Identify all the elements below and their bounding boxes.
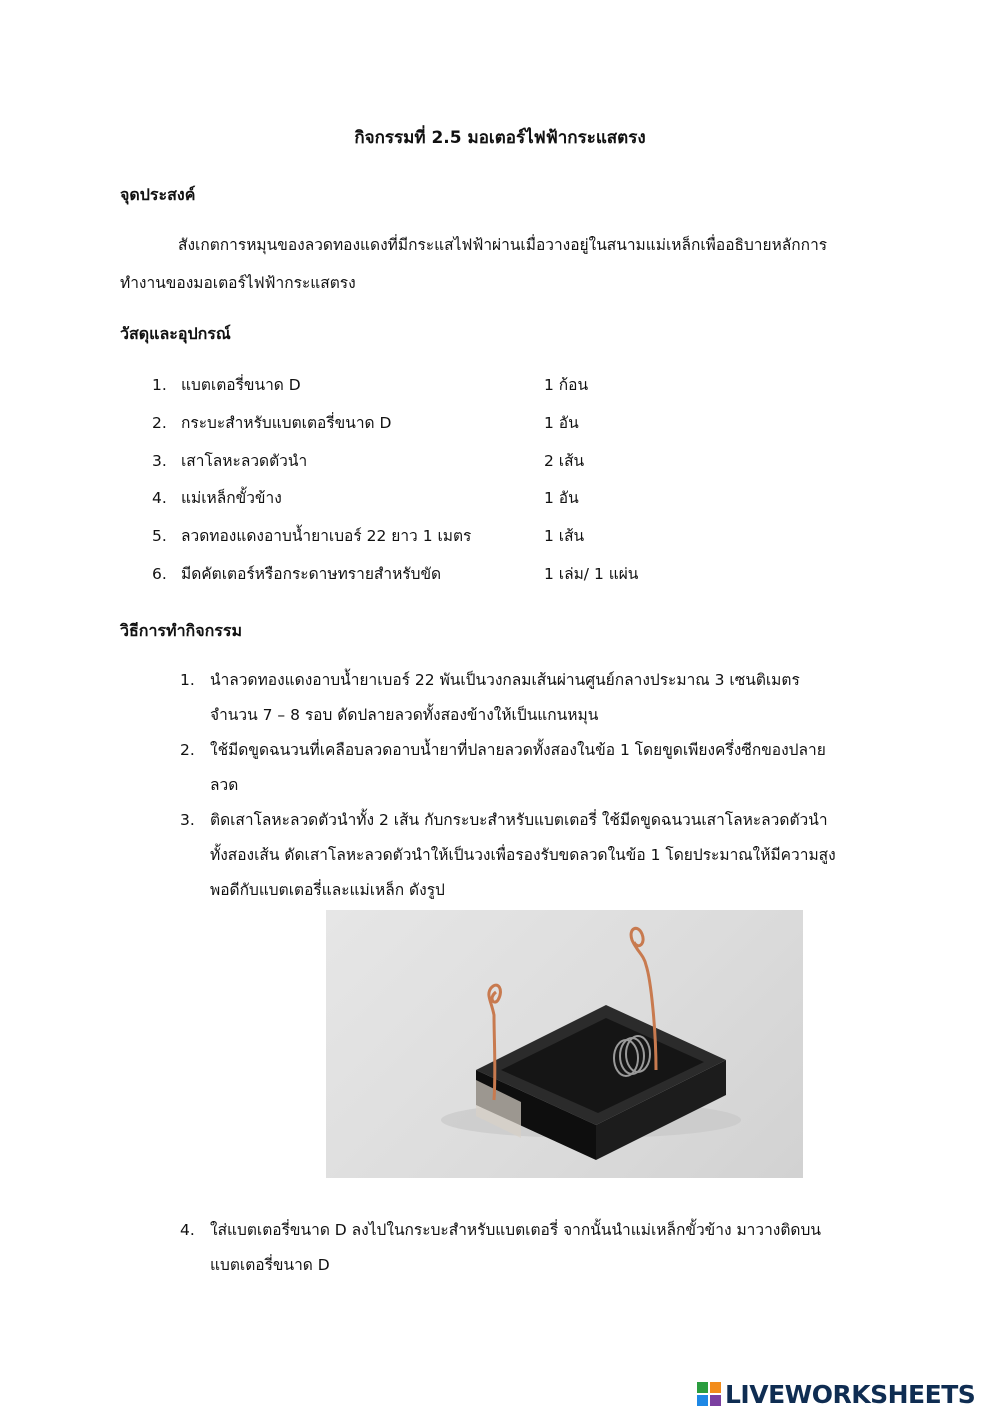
- material-number: 4.: [152, 489, 167, 507]
- objective-line-2: ทำงานของมอเตอร์ไฟฟ้ากระแสตรง: [120, 274, 356, 292]
- material-item: [152, 483, 792, 513]
- step-number: 2.: [180, 741, 195, 759]
- material-quantity: 1 อัน: [544, 489, 579, 507]
- material-number: 2.: [152, 414, 167, 432]
- material-item: [152, 521, 792, 551]
- material-quantity: 1 เส้น: [544, 527, 585, 545]
- material-name: แบตเตอรี่ขนาด D: [181, 376, 301, 394]
- materials-heading: วัสดุและอุปกรณ์: [120, 324, 231, 343]
- material-quantity: 1 ก้อน: [544, 376, 589, 394]
- procedure-heading: วิธีการทำกิจกรรม: [120, 621, 243, 640]
- material-name: แม่เหล็กขั้วข้าง: [181, 489, 282, 507]
- step-line: ใส่แบตเตอรี่ขนาด D ลงไปในกระบะสำหรับแบตเตอรี่ จากนั้นนำแม่เหล็กขั้วข้าง มาวางติดบน: [210, 1221, 821, 1239]
- step-line: พอดีกับแบตเตอรี่และแม่เหล็ก ดังรูป: [210, 881, 445, 899]
- step-line: ลวด: [210, 776, 239, 794]
- step-line: นำลวดทองแดงอาบน้ำยาเบอร์ 22 พันเป็นวงกลมเส้นผ่านศูนย์กลางประมาณ 3 เซนติเมตร: [210, 671, 800, 689]
- material-quantity: 2 เส้น: [544, 452, 585, 470]
- activity-title: กิจกรรมที่ 2.5 มอเตอร์ไฟฟ้ากระแสตรง: [354, 128, 646, 148]
- objective-text: [120, 226, 880, 302]
- battery-holder-illustration: [326, 910, 803, 1178]
- material-quantity: 1 เล่ม/ 1 แผ่น: [544, 565, 639, 583]
- step-number: 1.: [180, 671, 195, 689]
- logo-mark-icon: [697, 1382, 721, 1406]
- step-number: 3.: [180, 811, 195, 829]
- step-line: แบตเตอรี่ขนาด D: [210, 1256, 330, 1274]
- material-name: เสาโลหะลวดตัวนำ: [181, 452, 308, 470]
- material-name: มีดคัตเตอร์หรือกระดาษทรายสำหรับขัด: [181, 565, 442, 583]
- material-number: 1.: [152, 376, 167, 394]
- step-line: ติดเสาโลหะลวดตัวนำทั้ง 2 เส้น กับกระบะสำหรับแบตเตอรี่ ใช้มีดขูดฉนวนเสาโลหะลวดตัวนำ: [210, 811, 828, 829]
- step-number: 4.: [180, 1221, 195, 1239]
- battery-holder-photo: [326, 910, 803, 1178]
- step-line: จำนวน 7 – 8 รอบ ดัดปลายลวดทั้งสองข้างให้เป็นแกนหมุน: [210, 706, 599, 724]
- step-line: ทั้งสองเส้น ดัดเสาโลหะลวดตัวนำให้เป็นวงเพื่อรองรับขดลวดในข้อ 1 โดยประมาณให้มีความสูง: [210, 846, 836, 864]
- logo-text: LIVEWORKSHEETS: [725, 1379, 976, 1409]
- material-quantity: 1 อัน: [544, 414, 579, 432]
- material-item: [152, 408, 792, 438]
- material-number: 5.: [152, 527, 167, 545]
- material-item: [152, 446, 792, 476]
- liveworksheets-logo: [697, 1377, 975, 1411]
- material-item: [152, 370, 792, 400]
- material-name: กระบะสำหรับแบตเตอรี่ขนาด D: [181, 414, 392, 432]
- material-item: [152, 559, 792, 589]
- step-line: ใช้มีดขูดฉนวนที่เคลือบลวดอาบน้ำยาที่ปลายลวดทั้งสองในข้อ 1 โดยขูดเพียงครึ่งซีกของปลาย: [210, 741, 826, 759]
- material-name: ลวดทองแดงอาบน้ำยาเบอร์ 22 ยาว 1 เมตร: [181, 527, 472, 545]
- material-number: 3.: [152, 452, 167, 470]
- objective-line-1: สังเกตการหมุนของลวดทองแดงที่มีกระแสไฟฟ้าผ่านเมื่อวางอยู่ในสนามแม่เหล็กเพื่ออธิบายหลักการ: [178, 236, 828, 254]
- material-number: 6.: [152, 565, 167, 583]
- objective-heading: จุดประสงค์: [120, 185, 196, 204]
